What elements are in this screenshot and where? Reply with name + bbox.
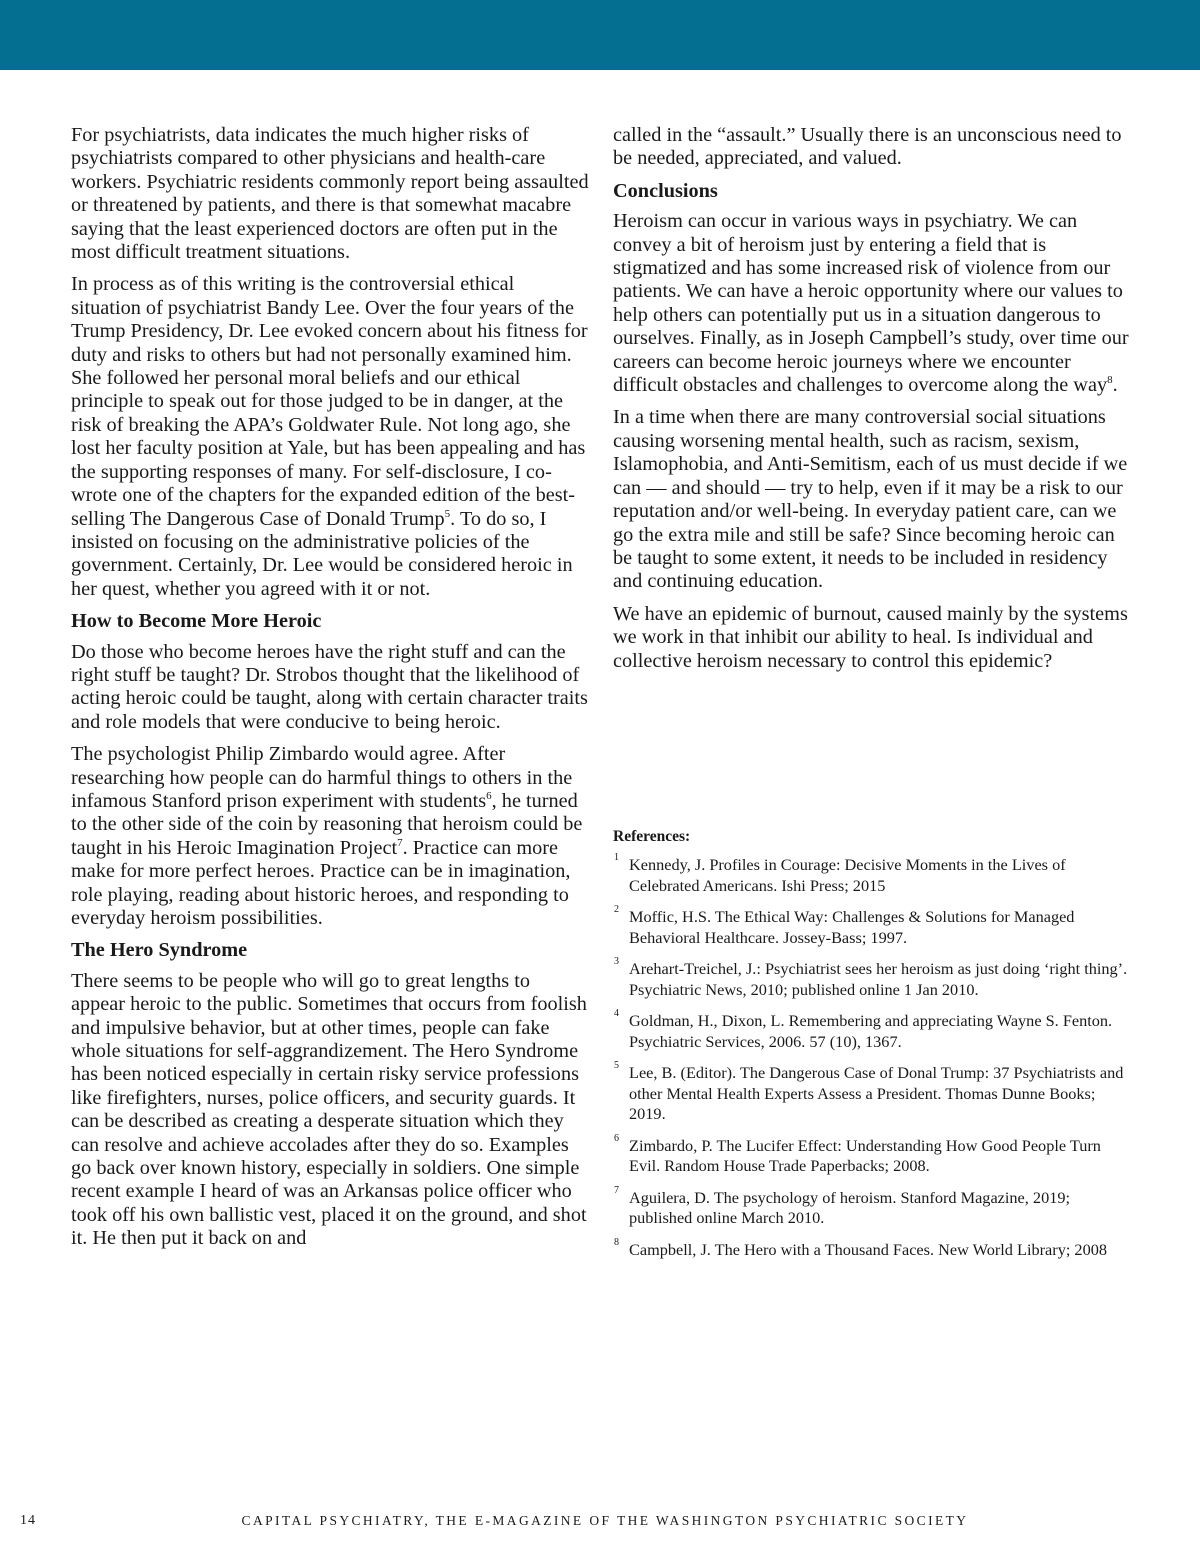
paragraph-text: , he turned to the other side of the coin by reasoning that heroism could be taught in his Heroic Imagination Project <box>71 789 583 859</box>
paragraph-heroism-psychiatry <box>613 210 1129 397</box>
reference-number: 5 <box>614 1060 619 1071</box>
reference-text: Zimbardo, P. The Lucifer Effect: Understanding How Good People Turn Evil. Random House Trade Paperbacks; 2008. <box>629 1135 1101 1175</box>
reference-text: Kennedy, J. Profiles in Courage: Decisive Moments in the Lives of Celebrated Americans. Ishi Press; 2015 <box>629 855 1066 895</box>
footer-publication-title: CAPITAL PSYCHIATRY, THE E-MAGAZINE OF THE WASHINGTON PSYCHIATRIC SOCIETY <box>241 1513 969 1528</box>
reference-text: Lee, B. (Editor). The Dangerous Case of Donal Trump: 37 Psychiatrists and other Mental Health Experts Assess a President. Thomas Dunne Books; 2019. <box>629 1063 1124 1123</box>
reference-number: 6 <box>614 1132 619 1144</box>
reference-item <box>613 1184 1129 1229</box>
reference-item <box>613 1060 1129 1125</box>
reference-item <box>613 1132 1129 1177</box>
right-column <box>613 124 1129 682</box>
paragraph-text: . Practice can more make for more perfect heroes. Practice can be in imagination, role playing, reading about historic heroes, and responding to everyday heroism possibilities. <box>71 836 571 929</box>
reference-number: 7 <box>614 1184 619 1196</box>
paragraph-bandy-lee <box>71 273 589 601</box>
paragraph-right-stuff: Do those who become heroes have the right stuff and can the right stuff be taught? Dr. Strobos thought that the likelihood of acting heroic could be taught, along with certain character traits and role models that were conducive to being heroic. <box>71 640 588 733</box>
reference-item <box>613 1236 1129 1261</box>
paragraph-text: Heroism can occur in various ways in psychiatry. We can convey a bit of heroism just by entering a field that is stigmatized and has some increased risk of violence from our patients. We can have a heroic opportunity where our values to help others can potentially put us in a situation dangerous to ourselves. Finally, as in Joseph Campbell’s study, over time our careers can become heroic journeys where we encounter difficult obstacles and challenges to overcome along the way <box>613 210 1129 397</box>
reference-number: 8 <box>614 1236 619 1248</box>
paragraph-text: The psychologist Philip Zimbardo would agree. After researching how people can do harmful things to others in the infamous Stanford prison experiment with students <box>71 743 573 812</box>
reference-number: 1 <box>614 852 619 863</box>
citation-marker: 7 <box>397 837 403 850</box>
heading-hero-syndrome: The Hero Syndrome <box>71 939 248 962</box>
reference-number: 2 <box>614 904 619 915</box>
heading-conclusions: Conclusions <box>613 179 718 202</box>
citation-marker: 5 <box>444 507 451 520</box>
page-number: 14 <box>20 1513 36 1528</box>
paragraph-text: In process as of this writing is the controversial ethical situation of psychiatrist Bandy Lee. Over the four years of the Trump Presidency, Dr. Lee evoked concern about his fitness for duty and risks to others but had not personally examined him. She followed her personal moral beliefs and our ethical principle to speak out for those judged to be in danger, at the risk of breaking the APA’s Goldwater Rule. Not long ago, she lost her faculty position at Yale, but has been appealing and has the supporting responses of many. For self-disclosure, I co-wrote one of the chapters for the expanded edition of the best-selling The Dangerous Case of Donald Trump <box>71 273 588 530</box>
paragraph-social-situations: In a time when there are many controversial social situations causing worsening mental health, such as racism, sexism, Islamophobia, and Anti-Semitism, each of us must decide if we can — and should — try to help, even if it may be a risk to our reputation and/or well-being. In everyday patient care, can we go the extra mile and still be safe? Since becoming heroic can be taught to some extent, it needs to be included in residency and continuing education. <box>613 406 1128 593</box>
paragraph-text: . <box>1112 374 1118 397</box>
citation-marker: 8 <box>1107 374 1113 387</box>
reference-item <box>613 1008 1129 1052</box>
heading-become-heroic: How to Become More Heroic <box>71 610 322 633</box>
paragraph-hero-syndrome: There seems to be people who will go to great lengths to appear heroic to the public. Sometimes that occurs from foolish and impulsive behavior, but at other times, people can fake whole situations for self-aggrandizement. The Hero Syndrome has been noticed especially in certain risky service professions like firefighters, nurses, police officers, and security guards. It can be described as creating a desperate situation which they can resolve and achieve accolades after they do so. Examples go back over known history, especially in soldiers. One simple recent example I heard of was an Arkansas police officer who took off his own ballistic vest, placed it on the ground, and shot it. He then put it back on and <box>71 969 587 1250</box>
reference-item <box>613 904 1129 948</box>
references-title: References: <box>613 828 691 845</box>
reference-number: 3 <box>614 956 619 967</box>
paragraph-text: . To do so, I insisted on focusing on the administrative policies of the government. Certainly, Dr. Lee would be considered heroic in her quest, whether you agreed with it or not. <box>71 507 573 600</box>
reference-item <box>613 852 1129 896</box>
references-section <box>613 827 1129 1271</box>
reference-text: Arehart-Treichel, J.: Psychiatrist sees her heroism as just doing ‘right thing’. Psychiatric News, 2010; published online 1 Jan 2010. <box>629 959 1128 999</box>
paragraph-risks: For psychiatrists, data indicates the much higher risks of psychiatrists compared to other physicians and health-care workers. Psychiatric residents commonly report being assaulted or threatened by patients, and there is that somewhat macabre saying that the least experienced doctors are often put in the most difficult treatment situations. <box>71 124 589 264</box>
citation-marker: 6 <box>486 790 492 803</box>
left-column <box>71 124 589 1260</box>
reference-text: Aguilera, D. The psychology of heroism. Stanford Magazine, 2019; published online March 2010. <box>629 1187 1071 1227</box>
reference-item <box>613 956 1129 1000</box>
reference-text: Goldman, H., Dixon, L. Remembering and appreciating Wayne S. Fenton. Psychiatric Services, 2006. 57 (10), 1367. <box>629 1011 1113 1051</box>
reference-text: Moffic, H.S. The Ethical Way: Challenges & Solutions for Managed Behavioral Healthcare. Jossey-Bass; 1997. <box>629 907 1075 947</box>
reference-number: 4 <box>614 1008 619 1019</box>
paragraph-assault: called in the “assault.” Usually there is an unconscious need to be needed, appreciated, and valued. <box>613 124 1122 170</box>
paragraph-zimbardo <box>71 743 589 930</box>
header-band <box>0 0 1200 70</box>
reference-text: Campbell, J. The Hero with a Thousand Faces. New World Library; 2008 <box>629 1239 1107 1259</box>
paragraph-burnout: We have an epidemic of burnout, caused mainly by the systems we work in that inhibit our ability to heal. Is individual and collective heroism necessary to control this epidemic? <box>613 602 1128 672</box>
